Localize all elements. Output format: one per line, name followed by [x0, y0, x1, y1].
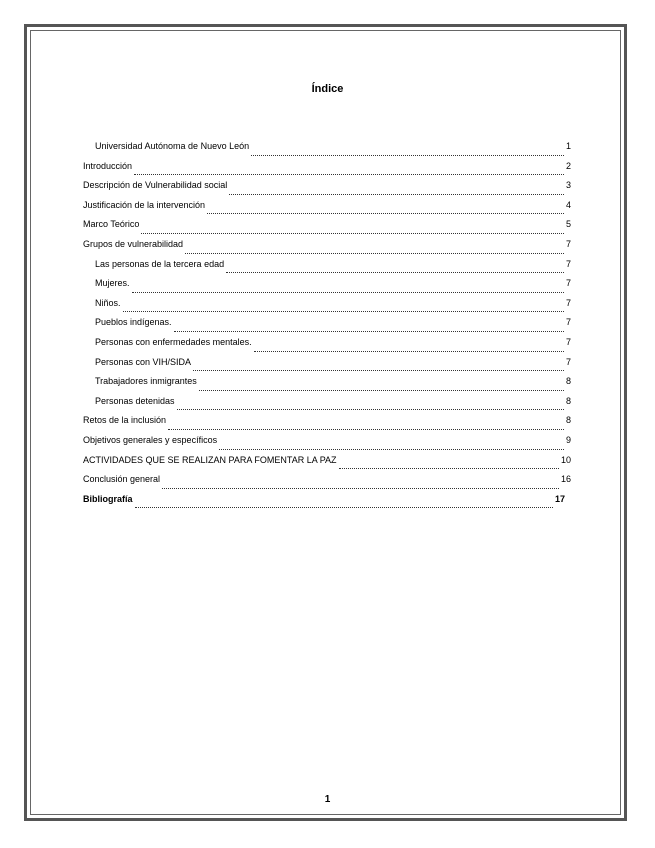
toc-entry[interactable]	[83, 259, 571, 279]
toc-entry[interactable]	[83, 141, 571, 161]
toc-entry[interactable]	[83, 415, 571, 435]
toc-entry-label: Trabajadores inmigrantes	[95, 376, 197, 387]
toc-entry-label: Grupos de vulnerabilidad	[83, 238, 184, 249]
toc-dot-leader	[229, 194, 564, 195]
toc-dot-leader	[132, 292, 564, 293]
toc-entry-page: 9	[565, 434, 571, 445]
toc-dot-leader	[207, 213, 564, 214]
toc-entry-page: 7	[565, 336, 571, 347]
toc-entry-page: 10	[560, 454, 571, 465]
toc-entry-label: Retos de la inclusión	[83, 415, 167, 426]
table-of-contents	[83, 141, 571, 513]
toc-entry-page: 8	[565, 415, 571, 426]
toc-entry[interactable]	[83, 239, 571, 259]
toc-entry-page: 17	[554, 493, 565, 504]
toc-entry-page: 7	[565, 258, 571, 269]
toc-entry-page: 2	[565, 160, 571, 171]
toc-entry-label: Conclusión general	[83, 474, 161, 485]
toc-entry-page: 7	[565, 278, 571, 289]
toc-entry-label: Niños.	[95, 297, 121, 308]
toc-entry[interactable]	[83, 455, 571, 475]
toc-entry-label: Personas con VIH/SIDA	[95, 356, 192, 367]
toc-entry-label: Marco Teórico	[83, 219, 140, 230]
toc-entry[interactable]	[83, 494, 571, 514]
toc-entry[interactable]	[83, 200, 571, 220]
toc-entry[interactable]	[83, 357, 571, 377]
toc-dot-leader	[135, 507, 553, 508]
toc-entry-page: 3	[565, 180, 571, 191]
toc-entry[interactable]	[83, 337, 571, 357]
toc-entry-page: 7	[565, 297, 571, 308]
toc-dot-leader	[339, 468, 559, 469]
toc-entry-label: Bibliografía	[83, 493, 133, 504]
toc-dot-leader	[226, 272, 564, 273]
toc-dot-leader	[177, 409, 564, 410]
toc-entry-label: Las personas de la tercera edad	[95, 258, 225, 269]
toc-entry[interactable]	[83, 219, 571, 239]
toc-entry-page: 4	[565, 199, 571, 210]
toc-entry-page: 8	[565, 376, 571, 387]
toc-entry-label: Descripción de Vulnerabilidad social	[83, 180, 228, 191]
toc-entry-label: Personas con enfermedades mentales.	[95, 336, 252, 347]
toc-entry[interactable]	[83, 376, 571, 396]
toc-entry[interactable]	[83, 435, 571, 455]
toc-entry-label: Introducción	[83, 160, 133, 171]
toc-entry-page: 7	[565, 356, 571, 367]
page-title: Índice	[311, 83, 344, 95]
toc-dot-leader	[199, 390, 564, 391]
toc-dot-leader	[251, 155, 564, 156]
toc-dot-leader	[134, 174, 564, 175]
toc-dot-leader	[141, 233, 564, 234]
toc-dot-leader	[123, 311, 564, 312]
toc-entry[interactable]	[83, 161, 571, 181]
toc-entry-page: 7	[565, 317, 571, 328]
toc-entry-label: Objetivos generales y específicos	[83, 434, 218, 445]
toc-dot-leader	[174, 331, 564, 332]
toc-entry-page: 8	[565, 395, 571, 406]
toc-entry-page: 7	[565, 238, 571, 249]
toc-entry-label: Pueblos indígenas.	[95, 317, 172, 328]
toc-entry-label: Universidad Autónoma de Nuevo León	[95, 141, 250, 151]
toc-dot-leader	[185, 253, 564, 254]
toc-entry[interactable]	[83, 474, 571, 494]
toc-entry-label: Mujeres.	[95, 278, 130, 289]
toc-entry[interactable]	[83, 278, 571, 298]
toc-entry-label: ACTIVIDADES QUE SE REALIZAN PARA FOMENTAR LA PAZ	[83, 454, 337, 465]
toc-dot-leader	[193, 370, 564, 371]
toc-dot-leader	[168, 429, 564, 430]
toc-entry-page: 1	[565, 141, 571, 151]
toc-dot-leader	[254, 351, 564, 352]
toc-entry-page: 5	[565, 219, 571, 230]
toc-entry[interactable]	[83, 317, 571, 337]
toc-entry[interactable]	[83, 396, 571, 416]
page-number: 1	[324, 794, 331, 805]
toc-dot-leader	[162, 488, 559, 489]
toc-dot-leader	[219, 449, 564, 450]
toc-entry-label: Personas detenidas	[95, 395, 175, 406]
toc-entry-label: Justificación de la intervención	[83, 199, 206, 210]
toc-entry[interactable]	[83, 298, 571, 318]
toc-entry-page: 16	[560, 474, 571, 485]
toc-entry[interactable]	[83, 180, 571, 200]
